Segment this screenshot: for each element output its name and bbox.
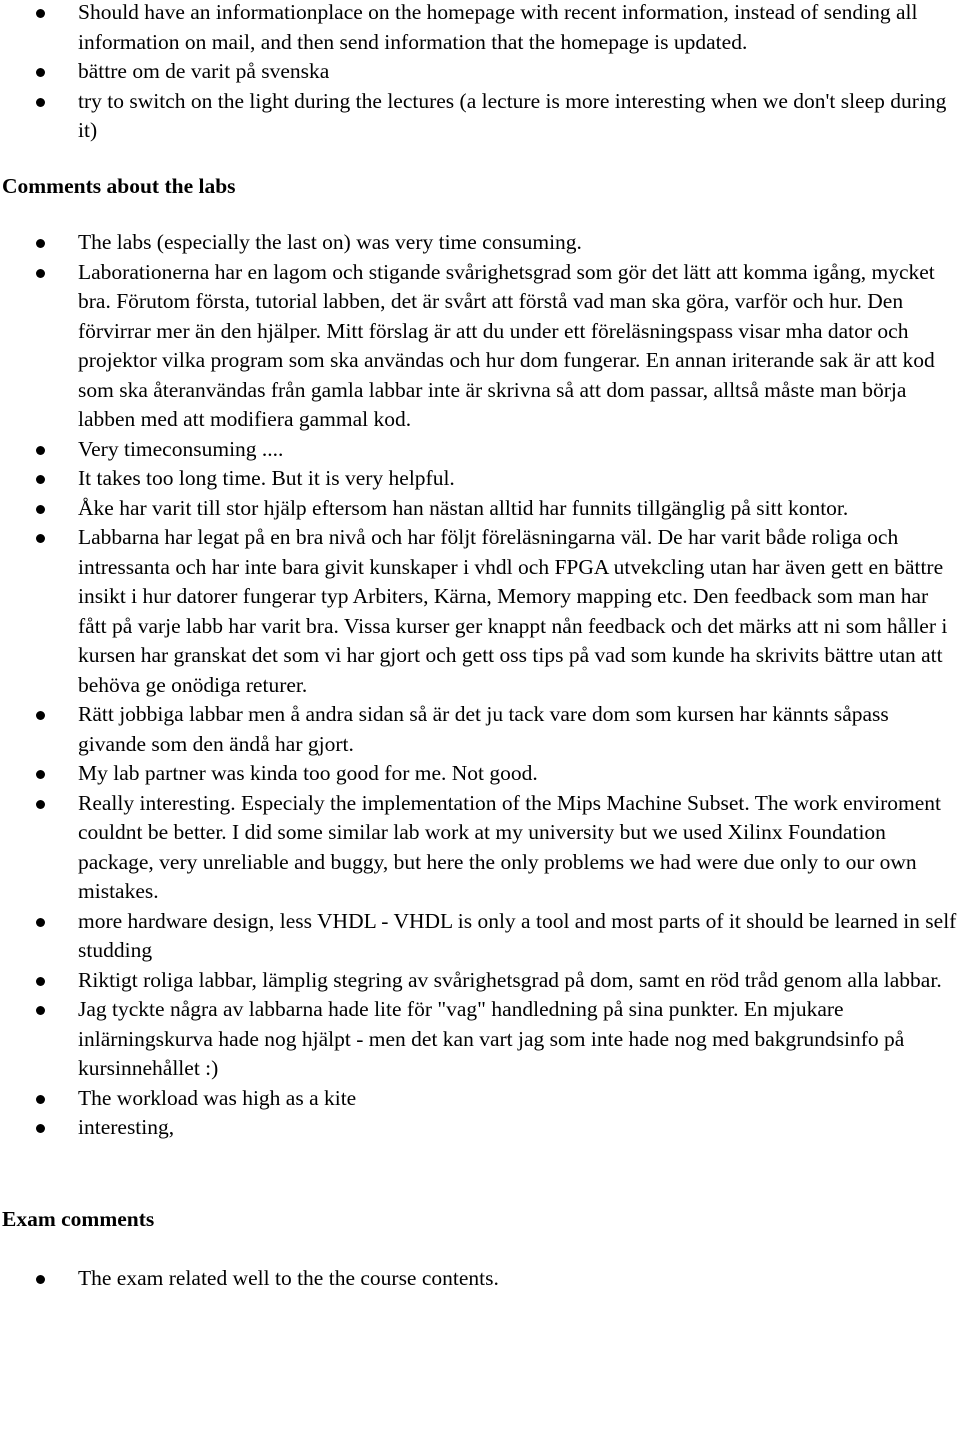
list-item <box>0 435 960 465</box>
comment-text: Riktigt roliga labbar, lämplig stegring av svårighetsgrad på dom, samt en röd tråd genom alla labbar. <box>78 967 942 992</box>
comment-text: bättre om de varit på svenska <box>78 59 330 83</box>
comment-text: Labbarna har legat på en bra nivå och har följt föreläsningarna väl. De har varit både roliga och intressanta och har inte bara givit kunskaper i vhdl och FPGA utvekcling utan har även gett en bättre insikt i hur datorer fungerar typ Arbiters, Kärna, Memory mapping etc. Den feedback som man har fått på varje labb har varit bra. Vissa kurser ger knappt nån feedback och det märks att ni som håller i kursen har granskat det som vi har gjort och gett oss tips på vad som kunde ha skrivits bättre utan att behöva ge onödiga returer. <box>78 525 948 697</box>
bullet-icon <box>36 1006 45 1015</box>
list-item <box>0 228 960 258</box>
bullet-icon <box>36 269 45 278</box>
list-item <box>0 966 960 996</box>
comment-text: Very timeconsuming .... <box>78 436 284 461</box>
comment-text: The labs (especially the last on) was very time consuming. <box>78 230 582 254</box>
bullet-icon <box>36 918 45 927</box>
bullet-icon <box>36 770 45 779</box>
list-item <box>0 995 960 1084</box>
comment-text: try to switch on the light during the lectures (a lecture is more interesting when we don't sleep during it) <box>78 88 947 142</box>
bullet-icon <box>36 475 45 484</box>
list-item <box>0 523 960 700</box>
comment-text: more hardware design, less VHDL - VHDL is only a tool and most parts of it should be learned in self studding <box>78 908 957 962</box>
bullet-icon <box>36 1095 45 1104</box>
bullet-icon <box>36 800 45 809</box>
bullet-icon <box>36 68 45 77</box>
labs-heading: Comments about the labs <box>2 173 236 198</box>
bullet-icon <box>36 98 45 107</box>
list-item <box>0 494 960 524</box>
bullet-icon <box>36 534 45 543</box>
list-item <box>0 464 960 494</box>
bullet-icon <box>36 711 45 720</box>
comment-text: Jag tyckte några av labbarna hade lite för "vag" handledning på sina punkter. En mjukare inlärningskurva hade nog hjälpt - men det kan vart jag som inte hade nog med bakgrundsinfo på kursinnehållet :) <box>78 997 905 1080</box>
comment-text: interesting, <box>78 1115 175 1139</box>
exam-heading: Exam comments <box>2 1206 155 1231</box>
list-item <box>0 0 960 57</box>
list-item <box>0 700 960 759</box>
bullet-icon <box>36 9 45 18</box>
list-item <box>0 907 960 966</box>
bullet-icon <box>36 505 45 514</box>
comment-text: Laborationerna har en lagom och stigande svårighetsgrad som gör det lätt att komma igång, mycket bra. Förutom första, tutorial labben, det är svårt att förstå vad man ska göra, varför och hur. Den förvirrar mer än den hjälper. Mitt förslag är att du under ett föreläsningspass visar mha dator och projektor vilka program som ska användas och hur dom fungerar. En annan iriterande sak är att kod som ska återanvändas från gamla labbar inte är skrivna så att dom passar, alltså måste man börja labben med att modifiera gammal kod. <box>78 259 935 431</box>
list-item <box>0 258 960 435</box>
list-item <box>0 57 960 87</box>
list-item <box>0 87 960 146</box>
comment-text: It takes too long time. But it is very helpful. <box>78 466 455 490</box>
comment-text: Rätt jobbiga labbar men å andra sidan så är det ju tack vare dom som kursen har kännts såpass givande som den ändå har gjort. <box>78 702 889 756</box>
comment-text: My lab partner was kinda too good for me. Not good. <box>78 761 538 785</box>
general-comments-list <box>0 0 960 146</box>
bullet-icon <box>36 977 45 986</box>
list-item <box>0 759 960 789</box>
comment-text: The workload was high as a kite <box>78 1085 357 1110</box>
exam-comments-list <box>0 1264 960 1294</box>
comment-text: Really interesting. Especialy the implementation of the Mips Machine Subset. The work enviroment couldnt be better. I did some similar lab work at my university but we used Xilinx Foundation package, very unreliable and buggy, but here the only problems we had were due only to our own mistakes. <box>78 790 941 903</box>
list-item <box>0 1264 960 1294</box>
list-item <box>0 789 960 907</box>
comment-text: Åke har varit till stor hjälp eftersom han nästan alltid har funnits tillgänglig på sitt kontor. <box>78 495 849 520</box>
bullet-icon <box>36 239 45 248</box>
comment-text: Should have an informationplace on the homepage with recent information, instead of sending all information on mail, and then send information that the homepage is updated. <box>78 0 918 54</box>
labs-comments-list <box>0 228 960 1143</box>
comment-text: The exam related well to the the course contents. <box>78 1266 499 1290</box>
bullet-icon <box>36 1275 45 1284</box>
bullet-icon <box>36 1124 45 1133</box>
bullet-icon <box>36 446 45 455</box>
list-item <box>0 1113 960 1143</box>
list-item <box>0 1084 960 1114</box>
